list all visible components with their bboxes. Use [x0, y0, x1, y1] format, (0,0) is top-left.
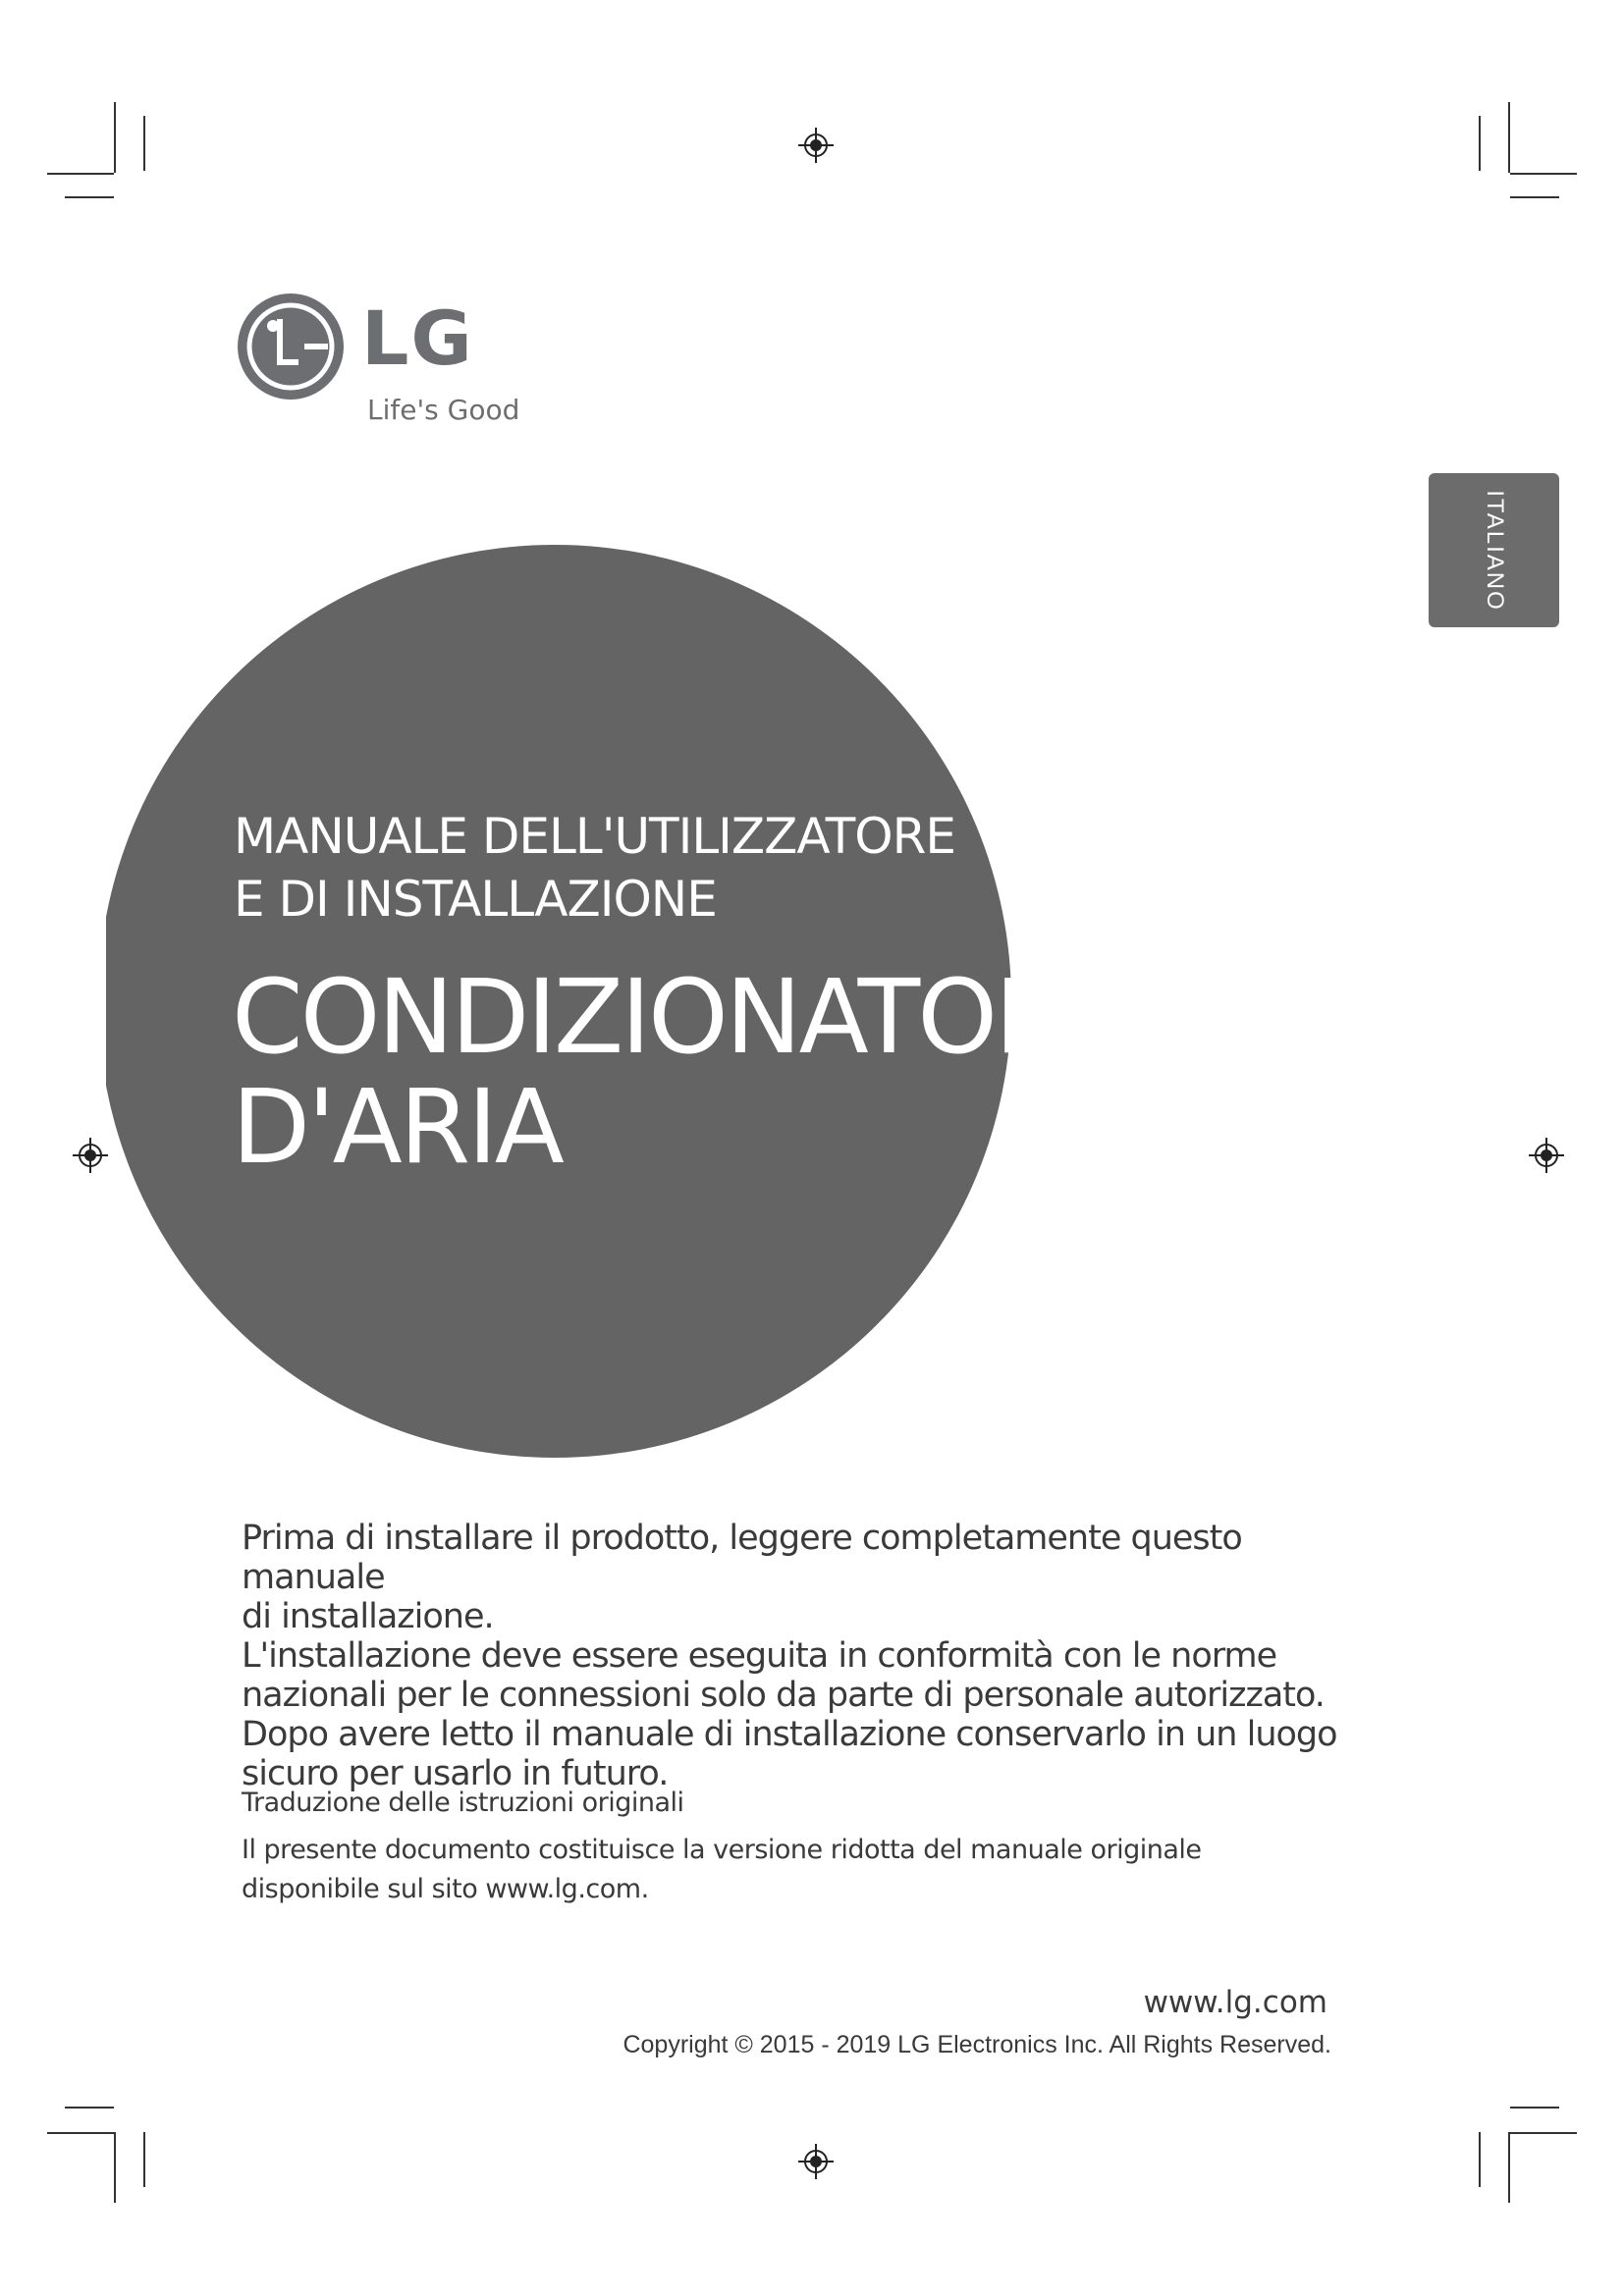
cover-circle-clip	[106, 0, 1624, 1571]
reduced-version-note	[242, 1831, 1322, 1909]
manual-subtitle-line: MANUALE DELL'UTILIZZATORE	[234, 808, 955, 865]
intro-line: di installazione.	[242, 1597, 494, 1636]
crop-mark-icon	[47, 173, 114, 175]
registration-mark-icon	[796, 2142, 836, 2181]
brand-slogan: Life's Good	[367, 394, 520, 426]
translation-note: Traduzione delle istruzioni originali	[242, 1788, 684, 1818]
product-title-line: D'ARIA	[232, 1067, 562, 1187]
manual-subtitle	[234, 805, 980, 931]
website-link[interactable]: www.lg.com	[1143, 1985, 1327, 2020]
crop-mark-icon	[1510, 2107, 1559, 2109]
reduced-note-line: disponibile sul sito www.lg.com.	[242, 1874, 649, 1904]
intro-line: L'installazione deve essere eseguita in conformità con le norme	[242, 1636, 1277, 1676]
registration-mark-icon	[71, 1136, 110, 1175]
crop-mark-icon	[143, 2132, 145, 2187]
crop-mark-icon	[65, 2107, 114, 2109]
language-tab-label: ITALIANO	[1481, 489, 1508, 612]
crop-mark-icon	[1479, 2132, 1481, 2187]
product-title-line: CONDIZIONATORE	[232, 957, 1125, 1077]
intro-line: Prima di installare il prodotto, leggere completamente questo manuale	[242, 1519, 1242, 1597]
crop-mark-icon	[1510, 2132, 1577, 2134]
intro-paragraph	[242, 1519, 1371, 1793]
intro-line: Dopo avere letto il manuale di installazione conservarlo in un luogo	[242, 1715, 1337, 1754]
crop-mark-icon	[114, 2132, 116, 2203]
manual-subtitle-line: E DI INSTALLAZIONE	[234, 871, 717, 928]
intro-line: sicuro per usarlo in futuro.	[242, 1754, 669, 1793]
crop-mark-icon	[47, 2132, 114, 2134]
intro-line: nazionali per le connessioni solo da parte di personale autorizzato.	[242, 1676, 1325, 1715]
crop-mark-icon	[1508, 2132, 1510, 2203]
copyright-notice: Copyright © 2015 - 2019 LG Electronics Inc. All Rights Reserved.	[623, 2031, 1331, 2058]
product-title	[232, 957, 1125, 1187]
reduced-note-line: Il presente documento costituisce la versione ridotta del manuale originale	[242, 1835, 1202, 1865]
lg-wordmark: LG	[361, 294, 474, 382]
